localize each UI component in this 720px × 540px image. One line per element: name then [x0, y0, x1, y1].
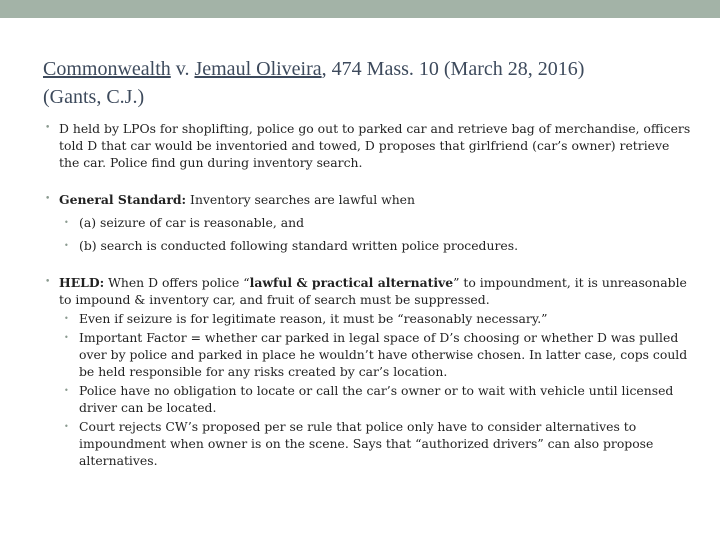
sub-bullet-held-2: • Important Factor = whether car parked in legal space of D’s choosing or whether D was pulled over by police and parked in place he wouldn’t have otherwise chosen. In latter case, cops could be held responsible for any risks created by car’s location.: [59, 329, 693, 380]
top-accent-bar: [0, 0, 720, 18]
bullet-held: [43, 274, 693, 308]
bullet-facts: • D held by LPOs for shoplifting, police go out to parked car and retrieve bag of merchandise, officers told D that car would be inventoried and towed, D proposes that girlfriend (car’s owner) retrieve the car. Police find gun during inventory search.: [43, 120, 693, 171]
slide-title: [43, 55, 683, 111]
title-party-commonwealth: Commonwealth: [43, 58, 171, 80]
held-post: ” to impoundment, it is unreasonable to impound & inventory car, and fruit of search must be suppressed.: [59, 275, 687, 307]
bullet-general-standard: [43, 191, 693, 208]
standard-text: Inventory searches are lawful when: [186, 192, 415, 207]
held-label: HELD:: [59, 275, 105, 290]
held-bold: lawful & practical alternative: [249, 275, 454, 290]
sub-bullet-held-1: • Even if seizure is for legitimate reason, it must be “reasonably necessary.”: [59, 310, 693, 327]
sub-bullet-standard-b: • (b) search is conducted following standard written police procedures.: [59, 237, 693, 254]
title-party-oliveira: Jemaul Oliveira: [194, 58, 322, 80]
slide-body: [43, 120, 693, 469]
sub-bullet-held-4: • Court rejects CW’s proposed per se rule that police only have to consider alternatives to impoundment when owner is on the scene. Says that “authorized drivers” can also propose alternatives.: [59, 418, 693, 469]
title-judge: (Gants, C.J.): [43, 86, 145, 108]
sub-bullet-held-3: • Police have no obligation to locate or call the car’s owner or to wait with vehicle until licensed driver can be located.: [59, 382, 693, 416]
held-pre: When D offers police “: [104, 275, 250, 290]
sub-bullet-standard-a: • (a) seizure of car is reasonable, and: [59, 214, 693, 231]
title-citation: , 474 Mass. 10 (March 28, 2016): [321, 58, 585, 80]
title-versus: v.: [170, 58, 195, 80]
standard-label: General Standard:: [59, 192, 187, 207]
